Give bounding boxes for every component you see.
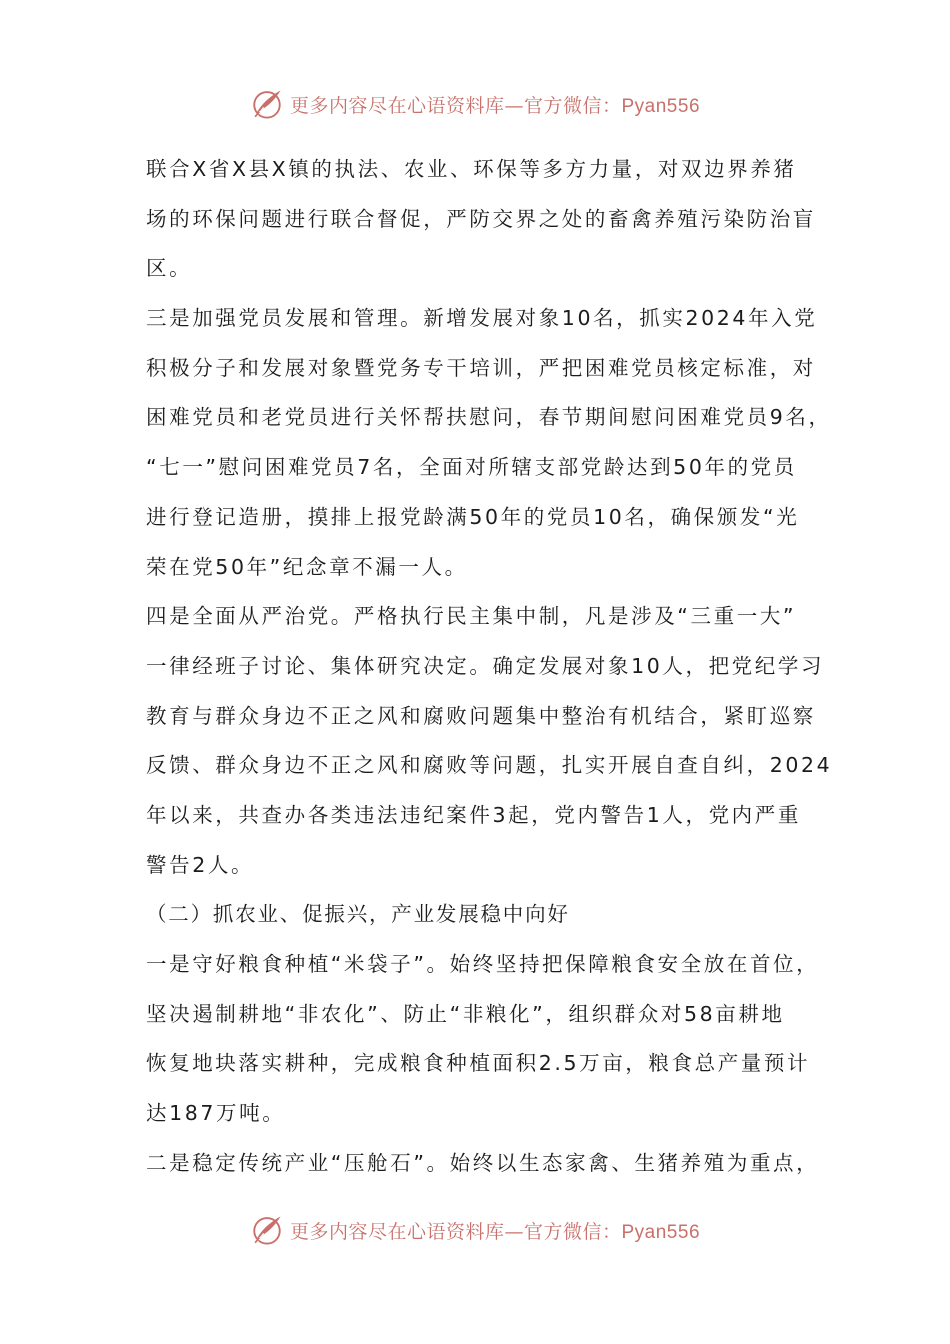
body-line: 恢复地块落实耕种，完成粮食种植面积2.5万亩，粮食总产量预计 xyxy=(146,1051,811,1076)
body-line: “七一”慰问困难党员7名，全面对所辖支部党龄达到50年的党员 xyxy=(146,455,797,480)
body-line: 进行登记造册，摸排上报党龄满50年的党员10名，确保颁发“光 xyxy=(146,504,800,529)
header-banner-text: 更多内容尽在心语资料库—官方微信：Pyan556 xyxy=(289,94,701,117)
body-line: 积极分子和发展对象暨党务专干培训，严把困难党员核定标准，对 xyxy=(146,355,816,380)
body-line: 二是稳定传统产业“压舱石”。始终以生态家禽、生猪养殖为重点， xyxy=(146,1150,820,1175)
document-body xyxy=(146,145,833,1188)
body-line: 一律经班子讨论、集体研究决定。确定发展对象10人，把党纪学习 xyxy=(146,653,825,678)
body-line: 反馈、群众身边不正之风和腐败等问题，扎实开展自查自纠，2024 xyxy=(146,753,833,778)
body-line: 一是守好粮食种植“米袋子”。始终坚持把保障粮食安全放在首位， xyxy=(146,952,820,976)
footer-banner-text: 更多内容尽在心语资料库—官方微信：Pyan556 xyxy=(289,1220,701,1243)
body-line: 坚决遏制耕地“非农化”、防止“非粮化”，组织群众对58亩耕地 xyxy=(146,1001,785,1026)
body-line: 警告2人。 xyxy=(146,852,255,877)
quill-pen-logo-icon xyxy=(250,87,284,121)
body-line: 三是加强党员发展和管理。新增发展对象10名，抓实2024年入党 xyxy=(146,306,818,331)
body-line: 年以来，共查办各类违法违纪案件3起，党内警告1人，党内严重 xyxy=(146,802,801,827)
body-line: 四是全面从严治党。严格执行民主集中制，凡是涉及“三重一大” xyxy=(146,604,797,629)
section-heading: （二）抓农业、促振兴，产业发展稳中向好 xyxy=(146,902,570,927)
header-banner xyxy=(0,84,950,124)
quill-pen-logo-icon xyxy=(250,1213,284,1247)
footer-banner xyxy=(0,1210,950,1250)
header-banner-contact: Pyan556 xyxy=(621,95,701,117)
body-line: 荣在党50年”纪念章不漏一人。 xyxy=(146,554,468,579)
body-line: 场的环保问题进行联合督促，严防交界之处的畜禽养殖污染防治盲 xyxy=(146,206,816,231)
body-line: 教育与群众身边不正之风和腐败问题集中整治有机结合，紧盯巡察 xyxy=(146,703,816,728)
body-line: 区。 xyxy=(146,256,193,281)
body-line: 达187万吨。 xyxy=(146,1101,286,1126)
footer-banner-contact: Pyan556 xyxy=(621,1221,701,1243)
body-line: 困难党员和老党员进行关怀帮扶慰问，春节期间慰问困难党员9名， xyxy=(146,405,832,430)
body-line: 联合X省X县X镇的执法、农业、环保等多方力量，对双边界养猪 xyxy=(146,157,797,181)
